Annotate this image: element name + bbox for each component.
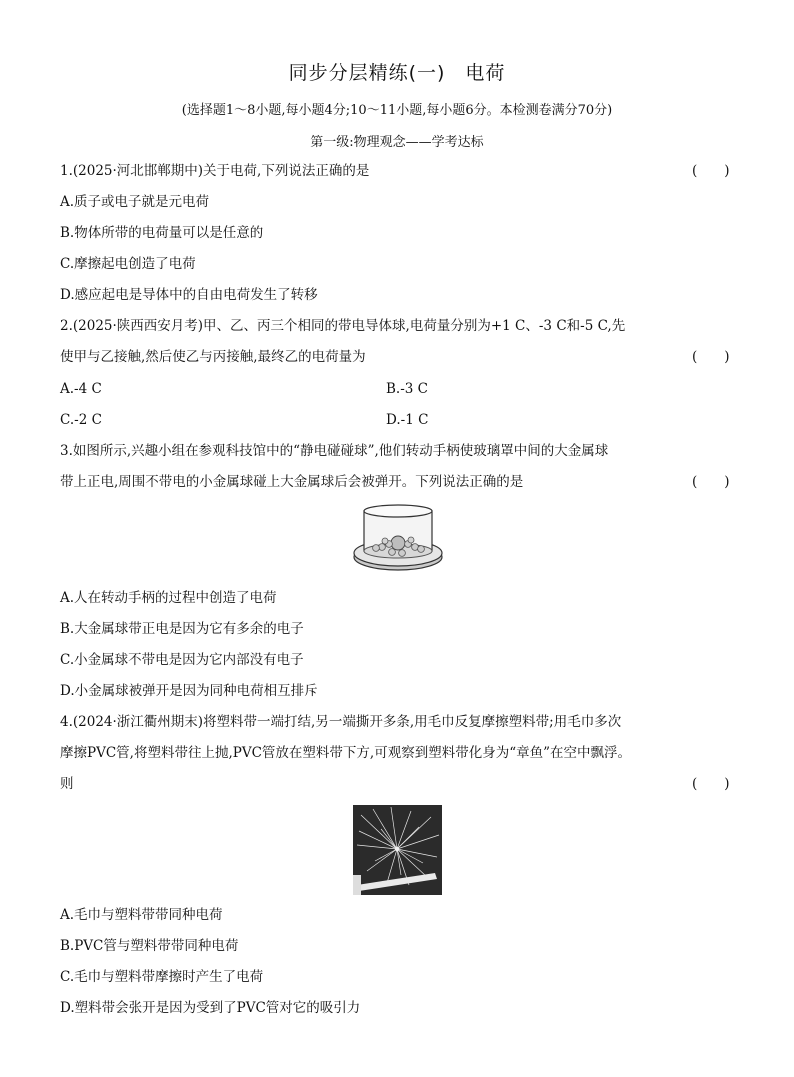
question-1-stem: 1.(2025·河北邯郸期中)关于电荷,下列说法正确的是 bbox=[60, 163, 370, 179]
question-4-stem-line-1: 4.(2024·浙江衢州期末)将塑料带一端打结,另一端撕开多条,用毛巾反复摩擦塑料带;用毛巾多次 bbox=[60, 714, 622, 730]
question-2-option-a: A.-4 C bbox=[60, 381, 102, 397]
question-3-answer-bracket: ( ) bbox=[692, 474, 730, 490]
electrostatic-ball-apparatus-figure bbox=[352, 503, 444, 579]
question-4-stem-line-3: 则 bbox=[60, 776, 74, 792]
page-title: 同步分层精练(一) 电荷 bbox=[288, 62, 506, 84]
score-instructions: (选择题1～8小题,每小题4分;10～11小题,每小题6分。本检测卷满分70分) bbox=[181, 103, 613, 118]
question-2-stem-line-2: 使甲与乙接触,然后使乙与丙接触,最终乙的电荷量为 bbox=[60, 349, 366, 365]
question-1-option-c: C.摩擦起电创造了电荷 bbox=[60, 256, 196, 272]
question-2-option-d: D.-1 C bbox=[386, 412, 429, 428]
question-3-option-b: B.大金属球带正电是因为它有多余的电子 bbox=[60, 621, 304, 637]
question-2-stem-line-1: 2.(2025·陕西西安月考)甲、乙、丙三个相同的带电导体球,电荷量分别为+1 C、-3 C和-5 C,先 bbox=[60, 318, 626, 334]
question-4-option-c: C.毛巾与塑料带摩擦时产生了电荷 bbox=[60, 969, 264, 985]
question-1-option-a: A.质子或电子就是元电荷 bbox=[60, 194, 210, 210]
question-1-option-d: D.感应起电是导体中的自由电荷发生了转移 bbox=[60, 287, 318, 303]
section-heading: 第一级:物理观念——学考达标 bbox=[310, 135, 484, 150]
question-3-stem-line-2: 带上正电,周围不带电的小金属球碰上大金属球后会被弹开。下列说法正确的是 bbox=[60, 474, 524, 490]
question-3-option-c: C.小金属球不带电是因为它内部没有电子 bbox=[60, 652, 304, 668]
question-3-option-a: A.人在转动手柄的过程中创造了电荷 bbox=[60, 590, 277, 606]
question-4-option-a: A.毛巾与塑料带带同种电荷 bbox=[60, 907, 223, 923]
question-2-option-b: B.-3 C bbox=[386, 381, 428, 397]
plastic-octopus-photo bbox=[353, 805, 442, 895]
question-4-answer-bracket: ( ) bbox=[692, 776, 730, 792]
question-1-answer-bracket: ( ) bbox=[692, 163, 730, 179]
question-2-answer-bracket: ( ) bbox=[692, 349, 730, 365]
question-4-option-b: B.PVC管与塑料带带同种电荷 bbox=[60, 938, 239, 954]
question-3-stem-line-1: 3.如图所示,兴趣小组在参观科技馆中的“静电碰碰球”,他们转动手柄使玻璃罩中间的大金属球 bbox=[60, 443, 609, 459]
question-3-option-d: D.小金属球被弹开是因为同种电荷相互排斥 bbox=[60, 683, 318, 699]
question-4-option-d: D.塑料带会张开是因为受到了PVC管对它的吸引力 bbox=[60, 1000, 361, 1016]
question-1-option-b: B.物体所带的电荷量可以是任意的 bbox=[60, 225, 264, 241]
question-4-stem-line-2: 摩擦PVC管,将塑料带往上抛,PVC管放在塑料带下方,可观察到塑料带化身为“章鱼”在空中飘浮。 bbox=[60, 745, 632, 761]
question-2-option-c: C.-2 C bbox=[60, 412, 102, 428]
